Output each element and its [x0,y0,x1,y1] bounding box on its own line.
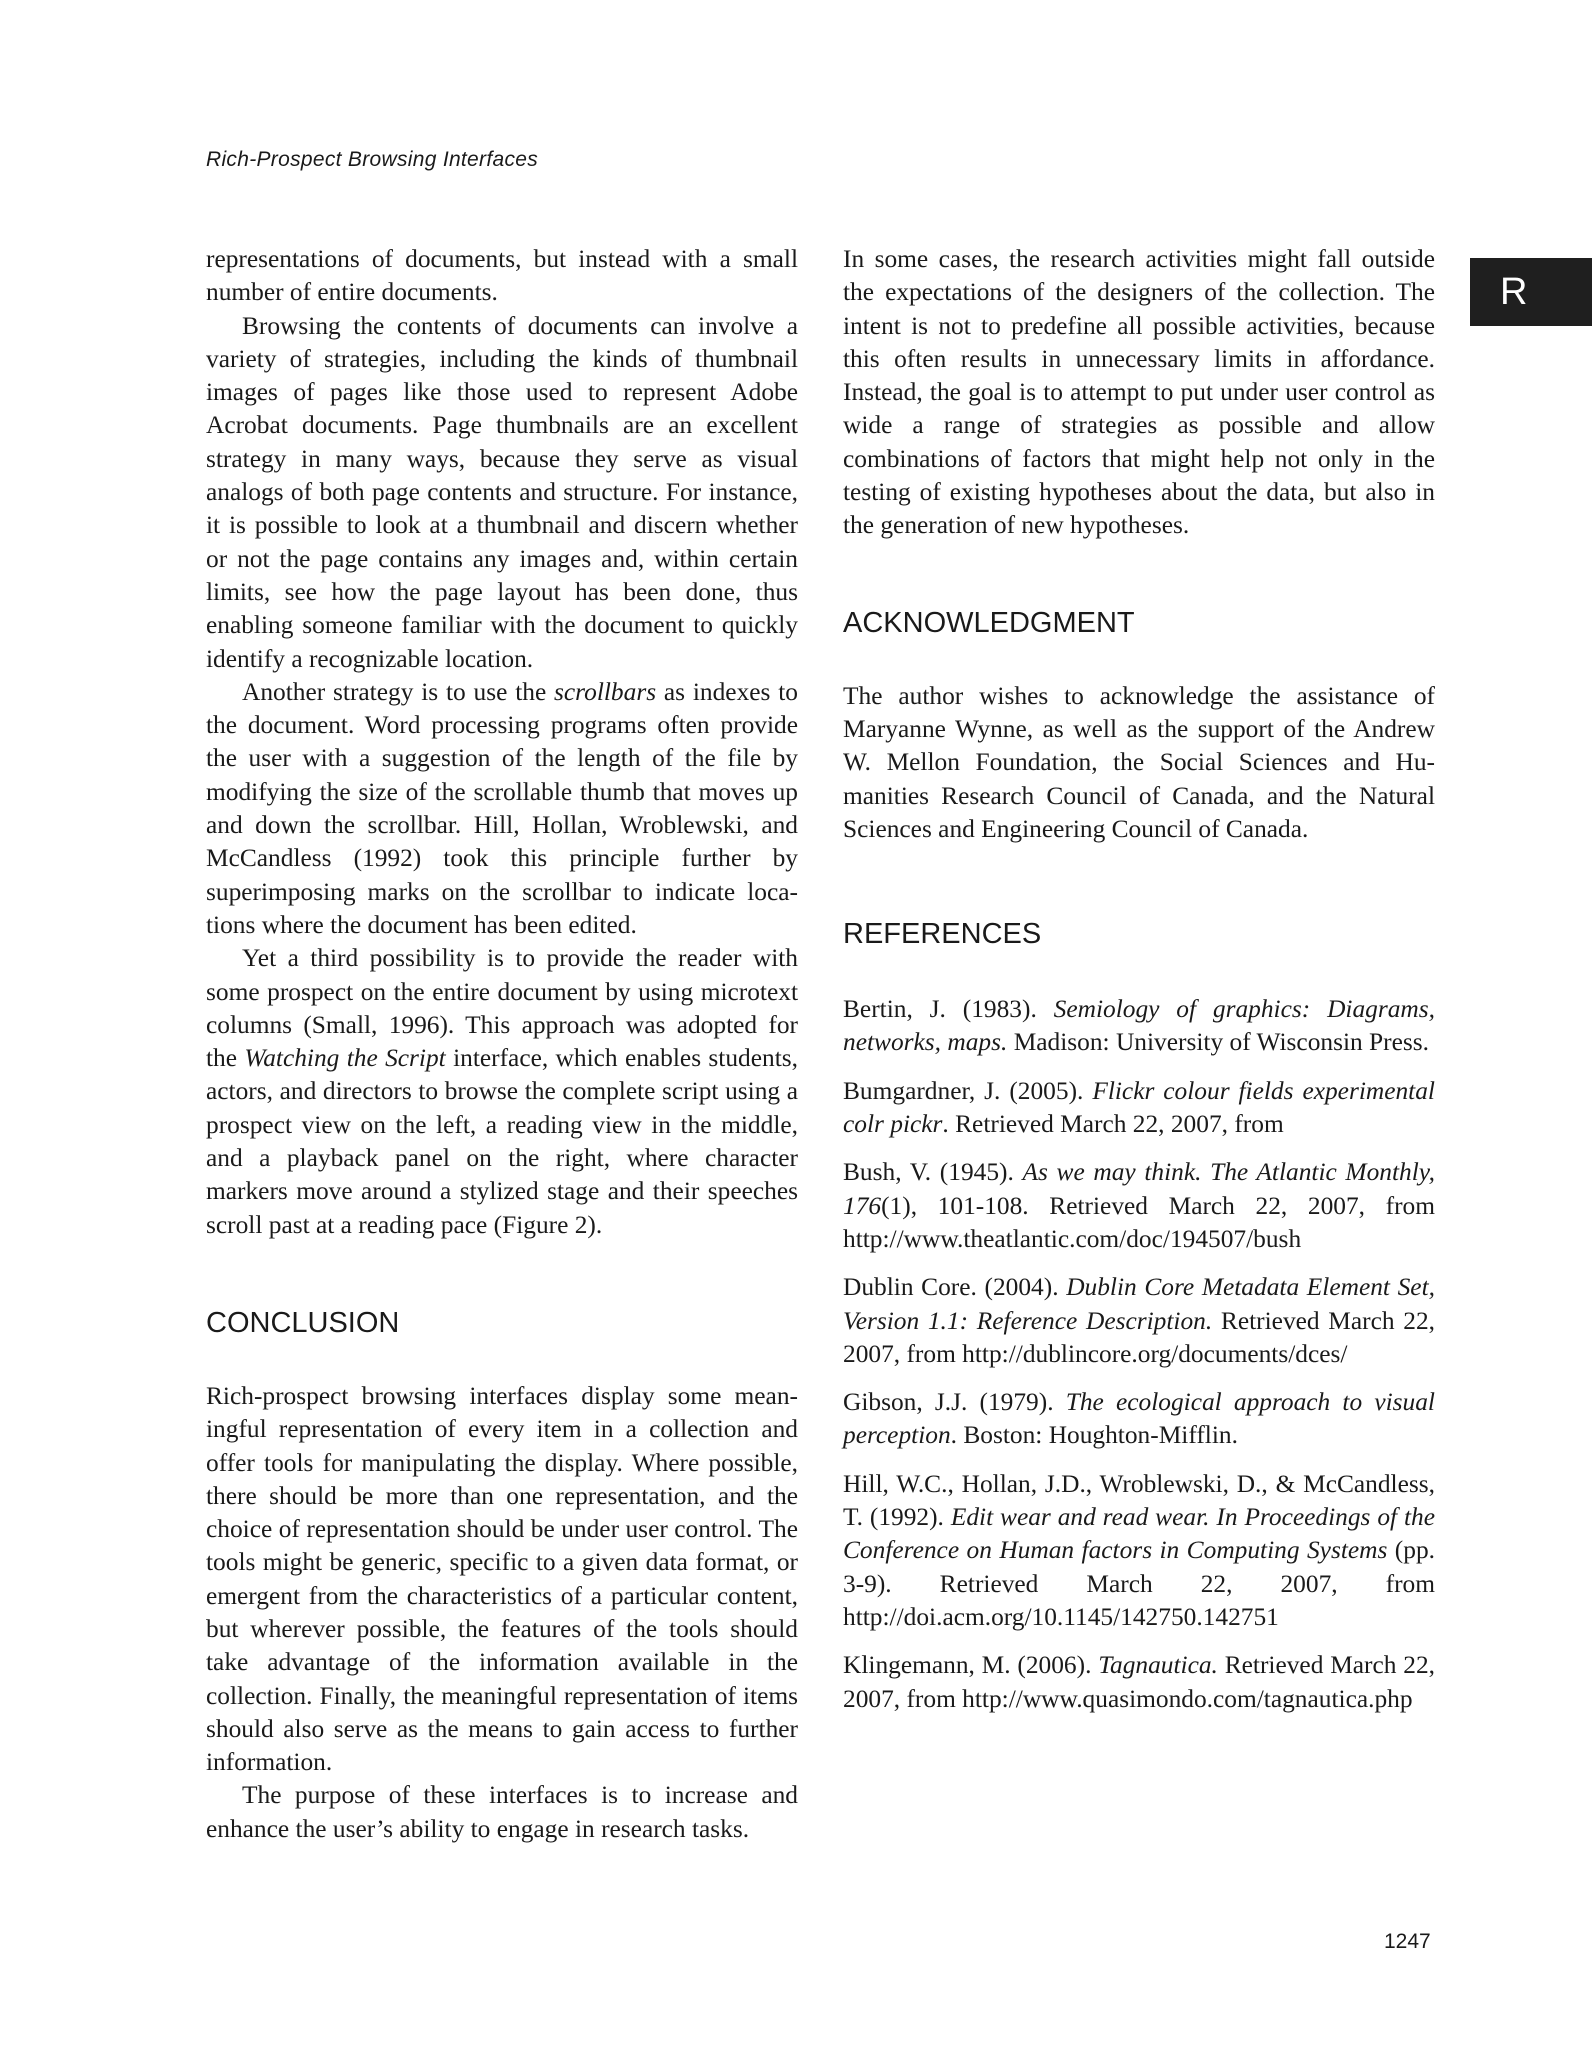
section-heading-references: REFERENCES [843,918,1042,951]
paragraph [206,942,798,1242]
ref-text: (pp. 3-9). Retrieved March 22, 2007, from http://doi.acm.org/10.1145/142750.142751 [843,1536,1436,1631]
right-column [843,243,1435,1731]
ref-text: Retrieved March 22, 2007, from http://www.quasimondo.com/tagnautica.php [843,1651,1435,1713]
section-tab: R [1470,258,1592,326]
ref-text: Bumgardner, J. (2005). [843,1076,1093,1105]
section-heading-conclusion: CONCLUSION [206,1306,400,1339]
emphasis-text: Watching the Script [244,1044,446,1073]
text-run: as indexes to the document. Word processing programs often provide the user with a suggestion of the length of the file by modifying the size of the scrollable thumb that moves up and down the scrollbar. Hill, Hollan, Wroblewski, and McCandless (1992) took this principle further by superimposing marks on the scrollbar to indicate locations where the document has been edited. [206,677,798,939]
paragraph: Browsing the contents of documents can involve a variety of strategies, including the kinds of thumbnail images of pages like those used to represent Adobe Acrobat documents. Page thumbnails are an excellent strategy in many ways, because they serve as visual analogs of both page contents and structure. For instance, it is possible to look at a thumbnail and discern whether or not the page contains any images and, within certain limits, see how the page layout has been done, thus enabling someone familiar with the document to quickly identify a recognizable location. [206,311,798,673]
running-head: Rich-Prospect Browsing Interfaces [206,148,539,171]
reference-entry [843,1468,1435,1634]
page-number: 1247 [1384,1930,1431,1953]
ref-text: Gibson, J.J. (1979). [843,1388,1066,1417]
reference-entry [843,993,1435,1060]
text-run: Another strategy is to use the [242,677,555,706]
emphasis-text: scrollbars [554,677,657,706]
ref-text: Madison: University of Wisconsin Press. [1007,1028,1430,1057]
reference-entry [843,1156,1435,1256]
ref-title: As we may think. The Atlantic Monthly, 176 [843,1158,1435,1220]
reference-entry [843,1075,1435,1142]
ref-title: Semiology of graphics: Diagrams, networks, maps. [843,995,1435,1057]
paragraph: The purpose of these interfaces is to increase and enhance the user’s ability to engage in research tasks. [206,1781,798,1843]
paragraph: representations of documents, but instead with a small number of entire documents. [206,245,798,307]
ref-text: . Boston: Houghton-Mifflin. [950,1421,1238,1450]
text-run: interface, which enables students, actors, and directors to browse the complete script using a prospect view on the left, a reading view in the middle, and a playback panel on the right, where character markers move around a stylized stage and their speeches scroll past at a reading pace (Figure 2). [206,1044,799,1239]
reference-entry [843,1386,1435,1453]
text-run: Yet a third possibility is to provide the reader with some prospect on the entire document by using microtext columns (Small, 1996). This approach was adopted for the [206,944,798,1073]
paragraph: Rich-prospect browsing interfaces display some meaningful representation of every item in a collection and offer tools for manipulating the display. Where possible, there should be more than one representation, and the choice of representation should be under user control. The tools might be generic, specific to a given data format, or emergent from the characteristics of a particular content, but wherever possible, the features of the tools should take advantage of the information available in the collection. Finally, the meaningful representation of items should also serve as the means to gain access to further information. [206,1381,798,1777]
ref-text: (1), 101-108. Retrieved March 22, 2007, from http://www.theatlantic.com/doc/194507/bush [843,1191,1435,1253]
ref-text: Bertin, J. (1983). [843,995,1054,1024]
ref-text: . Retrieved March 22, 2007, from [942,1110,1284,1139]
section-heading-acknowledgment: ACKNOWLEDGMENT [843,606,1135,639]
ref-text: Klingemann, M. (2006). [843,1651,1099,1680]
reference-entry [843,1271,1435,1371]
ref-text: Hill, W.C., Hollan, J.D., Wroblewski, D., & McCandless, T. (1992). [843,1469,1435,1532]
paragraph: The author wishes to acknowledge the assistance of Maryanne Wynne, as well as the support of the Andrew W. Mellon Foundation, the Social Sciences and Humanities Research Council of Canada, and the Natural Sciences and Engineering Council of Canada. [843,681,1435,843]
ref-title: Tagnautica. [1098,1651,1218,1680]
paragraph [206,676,798,942]
left-column [206,243,798,1846]
ref-text: Bush, V. (1945). [843,1158,1023,1187]
reference-entry [843,1649,1435,1716]
paragraph: In some cases, the research activities might fall outside the expectations of the designers of the collection. The intent is not to predefine all possible activities, because this often results in unnecessary limits in affordance. Instead, the goal is to attempt to put under user control as wide a range of strategies as possible and allow combinations of factors that might help not only in the testing of existing hypotheses about the data, but also in the generation of new hypotheses. [843,245,1435,540]
ref-title: The ecological approach to visual perception [843,1388,1435,1450]
ref-title: Edit wear and read wear. In Proceedings of the Conference on Human factors in Computing Systems [843,1503,1435,1565]
ref-title: Dublin Core Metadata Element Set, Version 1.1: Reference Description. [843,1273,1435,1335]
ref-text: Dublin Core. (2004). [843,1273,1067,1302]
ref-text: Retrieved March 22, 2007, from http://dublincore.org/documents/dces/ [843,1306,1435,1368]
ref-title: Flickr colour fields experimental colr pickr [843,1076,1435,1139]
